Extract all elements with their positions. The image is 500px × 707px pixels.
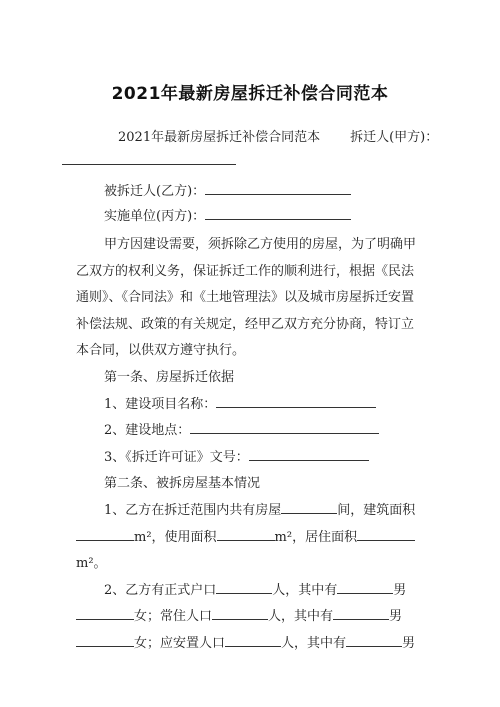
permit-blank[interactable]: [249, 448, 369, 461]
resettle-label: 女；应安置人口: [134, 636, 226, 651]
resettle-line: [76, 632, 415, 651]
party-b-line: [104, 180, 351, 199]
living-area-label: m²，居住面积: [274, 530, 358, 545]
party-c-line: [104, 205, 351, 224]
resident-count-blank[interactable]: [212, 607, 268, 620]
permit-line: [104, 446, 369, 465]
intro-line: [118, 126, 438, 145]
preamble-line-1: 甲方因建设需要，须拆除乙方使用的房屋，为了明确甲: [104, 237, 417, 252]
party-a-blank-line: [62, 152, 236, 169]
household-female-blank[interactable]: [76, 607, 134, 620]
household-among-label: 人，其中有: [272, 583, 338, 598]
rooms-label: 1、乙方在拆迁范围内共有房屋: [104, 503, 282, 518]
location-blank[interactable]: [190, 421, 379, 434]
resident-line: [76, 605, 402, 624]
rooms-blank[interactable]: [281, 501, 337, 514]
area-unit-line: m²。: [76, 556, 107, 571]
party-c-blank[interactable]: [205, 207, 351, 220]
party-c-label: 实施单位(丙方)：: [104, 209, 206, 224]
resident-among-label: 人，其中有: [268, 609, 334, 624]
article-1-heading: 第一条、房屋拆迁依据: [104, 370, 235, 385]
household-count-blank[interactable]: [216, 581, 272, 594]
areas-line: [76, 526, 415, 545]
building-area-label: 间，建筑面积: [337, 503, 416, 518]
resident-male-label: 男: [389, 609, 403, 624]
rooms-line: [104, 499, 415, 518]
intro-repeat-title: 2021年最新房屋拆迁补偿合同范本: [118, 130, 321, 145]
building-area-blank[interactable]: [76, 528, 134, 541]
project-name-blank[interactable]: [216, 395, 376, 408]
project-name-label: 1、建设项目名称：: [104, 397, 217, 412]
party-b-blank[interactable]: [205, 182, 351, 195]
resettle-male-blank[interactable]: [346, 634, 402, 647]
preamble-line-3: 通则》、《合同法》和《土地管理法》以及城市房屋拆迁安置: [76, 290, 415, 305]
resident-label: 女；常住人口: [134, 609, 213, 624]
resettle-count-blank[interactable]: [225, 634, 281, 647]
preamble-line-2: 乙双方的权利义务，保证拆迁工作的顺利进行，根据《民法: [76, 264, 415, 279]
preamble-line-5: 本合同，以供双方遵守执行。: [76, 343, 246, 358]
resettle-among-label: 人，其中有: [281, 636, 347, 651]
resident-male-blank[interactable]: [333, 607, 389, 620]
resettle-male-label: 男: [402, 636, 416, 651]
article-2-heading: 第二条、被拆房屋基本情况: [104, 476, 261, 491]
party-a-blank[interactable]: [62, 152, 236, 165]
location-label: 2、建设地点：: [104, 423, 191, 438]
household-male-blank[interactable]: [337, 581, 393, 594]
usable-area-blank[interactable]: [217, 528, 275, 541]
document-title: 2021年最新房屋拆迁补偿合同范本: [111, 84, 389, 104]
party-b-label: 被拆迁人(乙方)：: [104, 184, 206, 199]
household-label: 2、乙方有正式户口: [104, 583, 217, 598]
location-line: [104, 419, 379, 438]
permit-label: 3、《拆迁许可证》文号：: [104, 450, 249, 465]
usable-area-label: m²，使用面积: [134, 530, 217, 545]
household-line: [104, 579, 406, 598]
living-area-blank[interactable]: [357, 528, 415, 541]
household-male-label: 男: [393, 583, 407, 598]
resident-female-blank[interactable]: [76, 634, 134, 647]
preamble-line-4: 补偿法规、政策的有关规定，经甲乙双方充分协商，特订立: [76, 317, 415, 332]
project-name-line: [104, 393, 376, 412]
party-a-label: 拆迁人(甲方)：: [350, 130, 439, 145]
